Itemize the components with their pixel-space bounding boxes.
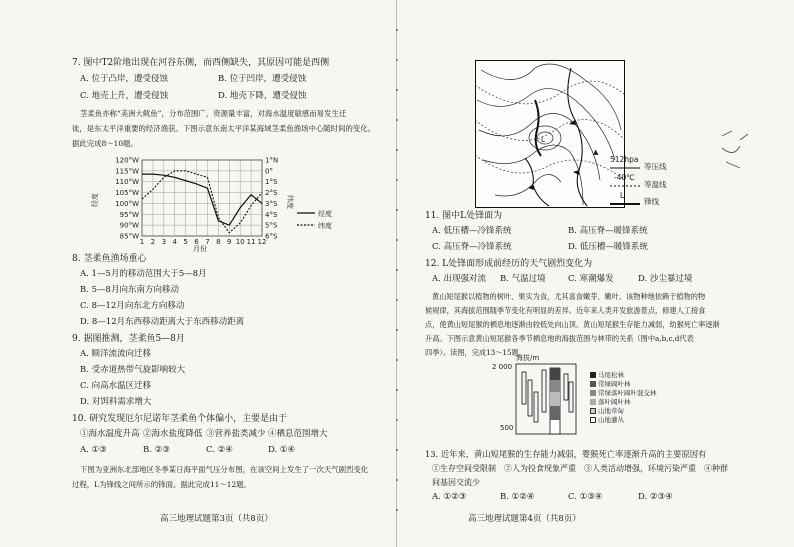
y-axis-right-label: 纬度: [286, 195, 294, 209]
y-axis-left-ticks: [115, 157, 139, 241]
y-tick-left: 95°W: [119, 210, 139, 219]
legend-isotherm-label: 等温线: [644, 180, 667, 189]
y-tick-left: 120°W: [115, 156, 139, 165]
legend-isotherm-value: -40℃: [614, 173, 635, 182]
y-tick-left: 100°W: [115, 199, 139, 208]
veg-y-top: 2 000: [492, 363, 513, 371]
plot-frame: [142, 160, 262, 236]
legend-lat-label: 纬度: [318, 222, 332, 230]
intro-11-12-line1: 下图为亚洲东北部地区冬季某日海平面气压分布图，在该空间上发生了一次天气剧烈变化: [80, 465, 369, 474]
decorative-mark-icon: [716, 128, 766, 188]
q12-stem: 12. L处锋面形成前经历的天气剧烈变化为: [425, 259, 593, 269]
q8-option-c[interactable]: C. 8—12月向东北方向移动: [80, 301, 185, 311]
veg-legend-item-2: 常绿阔叶林: [590, 379, 657, 388]
q10-option-c[interactable]: C. ②④: [206, 445, 233, 455]
q12-option-c[interactable]: C. 寒潮爆发: [568, 274, 614, 284]
q13-stem-line2: ①生存空间受限制 ②人为投食现象严重 ③人类活动增强，环境污染严重 ④种群: [432, 464, 728, 473]
legend-front-label: 锋线: [644, 197, 659, 206]
intro-8-10-line3: 据此完成8～10题。: [72, 139, 138, 148]
q13-option-b[interactable]: B. ①②④: [500, 492, 535, 502]
weather-map: [475, 60, 625, 208]
swatch-icon: [590, 399, 596, 405]
q7-option-d[interactable]: D. 地壳下降，遭受侵蚀: [218, 91, 307, 101]
swatch-icon: [590, 390, 596, 396]
x-tick: 11: [246, 238, 256, 246]
y-tick-left: 110°W: [115, 178, 139, 187]
q11-option-d[interactable]: D. 低压槽—暖锋系统: [568, 242, 648, 252]
veg-y-bottom: 500: [500, 424, 514, 432]
q8-option-d[interactable]: D. 8—12月东西移动距离大于东西移动距离: [80, 317, 245, 327]
q13-option-d[interactable]: D. ②③④: [638, 492, 673, 502]
q12-option-d[interactable]: D. 沙尘暴过境: [638, 274, 693, 284]
intro-13-15-line3: 点，使黄山短尾猴的栖息地逐渐由较低处向山顶。黄山短尾猴生存能力减弱，幼猴死亡率逐渐: [425, 320, 720, 329]
y-axis-right-ticks: [265, 157, 278, 241]
svg-text:L: L: [541, 136, 545, 144]
swatch-icon: [590, 381, 596, 387]
q13-stem-line3: 间基因交流少: [432, 478, 480, 487]
intro-8-10-line1: 茎柔鱼亦称“美洲大鱿鱼”，分布范围广，资源量丰富，对海水温度敏感而易发生迁: [80, 109, 347, 118]
x-tick: 5: [183, 238, 188, 246]
y-tick-right: 6°S: [265, 232, 278, 241]
q12-option-b[interactable]: B. 气温过境: [500, 274, 546, 284]
y-tick-right: 1°S: [265, 178, 278, 187]
x-tick: 10: [235, 238, 245, 246]
legend-lon-label: 经度: [318, 210, 332, 218]
intro-13-15-line4: 升高。下图示意黄山短尾猴各季节栖息地的海拔范围与林带的关系（图中a,b,c,d代表: [425, 334, 694, 343]
svg-text:▲: ▲: [593, 148, 599, 156]
page-4-footer: 高三地理试题第4页（共8页）: [468, 514, 581, 524]
page-3-footer: 高三地理试题第3页（共8页）: [160, 514, 273, 524]
veg-legend-item-1: 马尾松林: [590, 370, 657, 379]
y-tick-right: 1°N: [265, 156, 279, 165]
veg-legend: [590, 370, 657, 424]
veg-y-label: 海拔/m: [516, 354, 540, 362]
y-tick-right: 2°S: [265, 189, 278, 198]
veg-legend-item-4: 落叶阔叶林: [590, 397, 657, 406]
q11-option-a[interactable]: A. 低压槽—冷锋系统: [432, 226, 512, 236]
y-tick-left: 115°W: [115, 167, 139, 176]
q13-option-a[interactable]: A. ①②③: [432, 492, 467, 502]
q10-stem: 10. 研究发现厄尔尼诺年茎柔鱼个体偏小，主要是由于: [72, 414, 288, 424]
q9-option-c[interactable]: C. 向高水温区迁移: [80, 381, 152, 391]
y-tick-left: 105°W: [115, 189, 139, 198]
x-tick: 8: [216, 238, 221, 246]
x-tick: 9: [227, 238, 232, 246]
legend-isobar-value: 512hpa: [610, 155, 639, 164]
front-line-icon: [610, 201, 640, 207]
q13-option-c[interactable]: C. ①③④: [568, 492, 603, 502]
chart-grid: [142, 160, 262, 236]
x-tick: 1: [139, 238, 145, 246]
chart-series: [142, 171, 262, 233]
y-tick-right: 3°S: [265, 199, 278, 208]
q10-item-4: ④栖息范围增大: [268, 429, 328, 439]
intro-13-15-line2: 候规律，其海拔范围随季节变化有明显的差异。近年来人类开发旅游景点，修建人工接食: [425, 306, 706, 315]
q7-stem: 7. 图中T2阶地出现在河谷东侧，而西侧缺失，其原因可能是西侧: [72, 58, 330, 68]
q12-option-a[interactable]: A. 出现强对流: [432, 274, 487, 284]
y-tick-right: 5°S: [265, 221, 278, 230]
swatch-icon: [590, 372, 596, 378]
x-axis-label: 月份: [193, 245, 207, 252]
veg-legend-item-3: 常绿落叶阔叶混交林: [590, 388, 657, 397]
y-tick-left: 90°W: [119, 221, 139, 230]
x-tick: 6: [194, 238, 199, 246]
q10-item-1: ①海水温度升高: [80, 429, 140, 439]
page-4: [398, 0, 794, 547]
q11-option-b[interactable]: B. 高压脊—暖锋系统: [568, 226, 648, 236]
q11-option-c[interactable]: C. 高压脊—冷锋系统: [432, 242, 512, 252]
q9-option-d[interactable]: D. 对饵料需求增大: [80, 397, 152, 407]
q8-stem: 8. 茎柔鱼渔场重心: [72, 254, 147, 264]
x-tick: 7: [205, 238, 210, 246]
q13-stem-line1: 13. 近年来，黄山短尾猴的生存能力减弱，婴猴死亡率逐渐升高的主要原因有: [425, 449, 707, 459]
fishing-ground-chart: [90, 152, 340, 252]
series-latitude-line: [142, 171, 262, 233]
swatch-icon: [590, 417, 596, 423]
y-axis-left-label: 经度: [91, 193, 99, 207]
x-tick: 12: [257, 238, 267, 246]
q10-option-d[interactable]: D. ①④: [268, 445, 296, 455]
y-tick-right: 0°: [265, 167, 273, 176]
q7-option-c[interactable]: C. 地壳上升，遭受侵蚀: [80, 91, 169, 101]
intro-11-12-line2: 过程，L为锋线之间所示的锋面。据此完成11～12题。: [72, 480, 251, 489]
q9-option-b[interactable]: B. 受赤道热带气旋影响较大: [80, 365, 186, 375]
q9-option-a[interactable]: A. 顺洋流流向迁移: [80, 349, 152, 359]
x-tick: 2: [150, 238, 156, 246]
q7-option-a[interactable]: A. 位于凸岸，遭受侵蚀: [80, 74, 169, 84]
isobar-line-icon: [610, 165, 640, 171]
q10-option-b[interactable]: B. ②③: [143, 445, 170, 455]
q10-item-3: ③营养盐类减少: [206, 429, 266, 439]
q7-option-b[interactable]: B. 位于凹岸，遭受侵蚀: [218, 74, 307, 84]
x-tick: 3: [161, 238, 167, 246]
q10-item-2: ②海水盐度降低: [143, 429, 203, 439]
legend-isobar-label: 等压线: [644, 162, 667, 171]
q8-option-a[interactable]: A. 1—5月的移动范围大于5—8月: [80, 269, 207, 279]
x-tick: 4: [172, 238, 177, 246]
y-tick-right: 4°S: [265, 210, 278, 219]
y-tick-left: 85°W: [119, 232, 139, 241]
isotherm-line-icon: [610, 183, 640, 189]
q11-stem: 11. 图中L处锋面为: [425, 211, 503, 221]
legend-front-symbol: L: [620, 191, 625, 200]
q9-stem: 9. 据图推测，茎柔鱼5—8月: [72, 334, 185, 344]
veg-legend-item-6: 山地灌丛: [590, 415, 657, 424]
q8-option-b[interactable]: B. 5—8月向东南方向移动: [80, 285, 179, 295]
veg-legend-item-5: 山地草甸: [590, 406, 657, 415]
swatch-icon: [590, 408, 596, 414]
intro-8-10-line2: 徙，是东太平洋重要的经济渔获。下图示意东南太平洋某海域茎柔鱼渔场中心随时间的变化。: [72, 124, 376, 133]
q10-option-a[interactable]: A. ①③: [80, 445, 107, 455]
intro-13-15-line1: 黄山短尾猴以植物的树叶、果实为食，尤其喜食嫩芽、嫩叶。该物种地依赖于植物的物: [432, 292, 706, 301]
intro-13-15-line5: 四季）。读图，完成13～15题。: [425, 348, 526, 357]
